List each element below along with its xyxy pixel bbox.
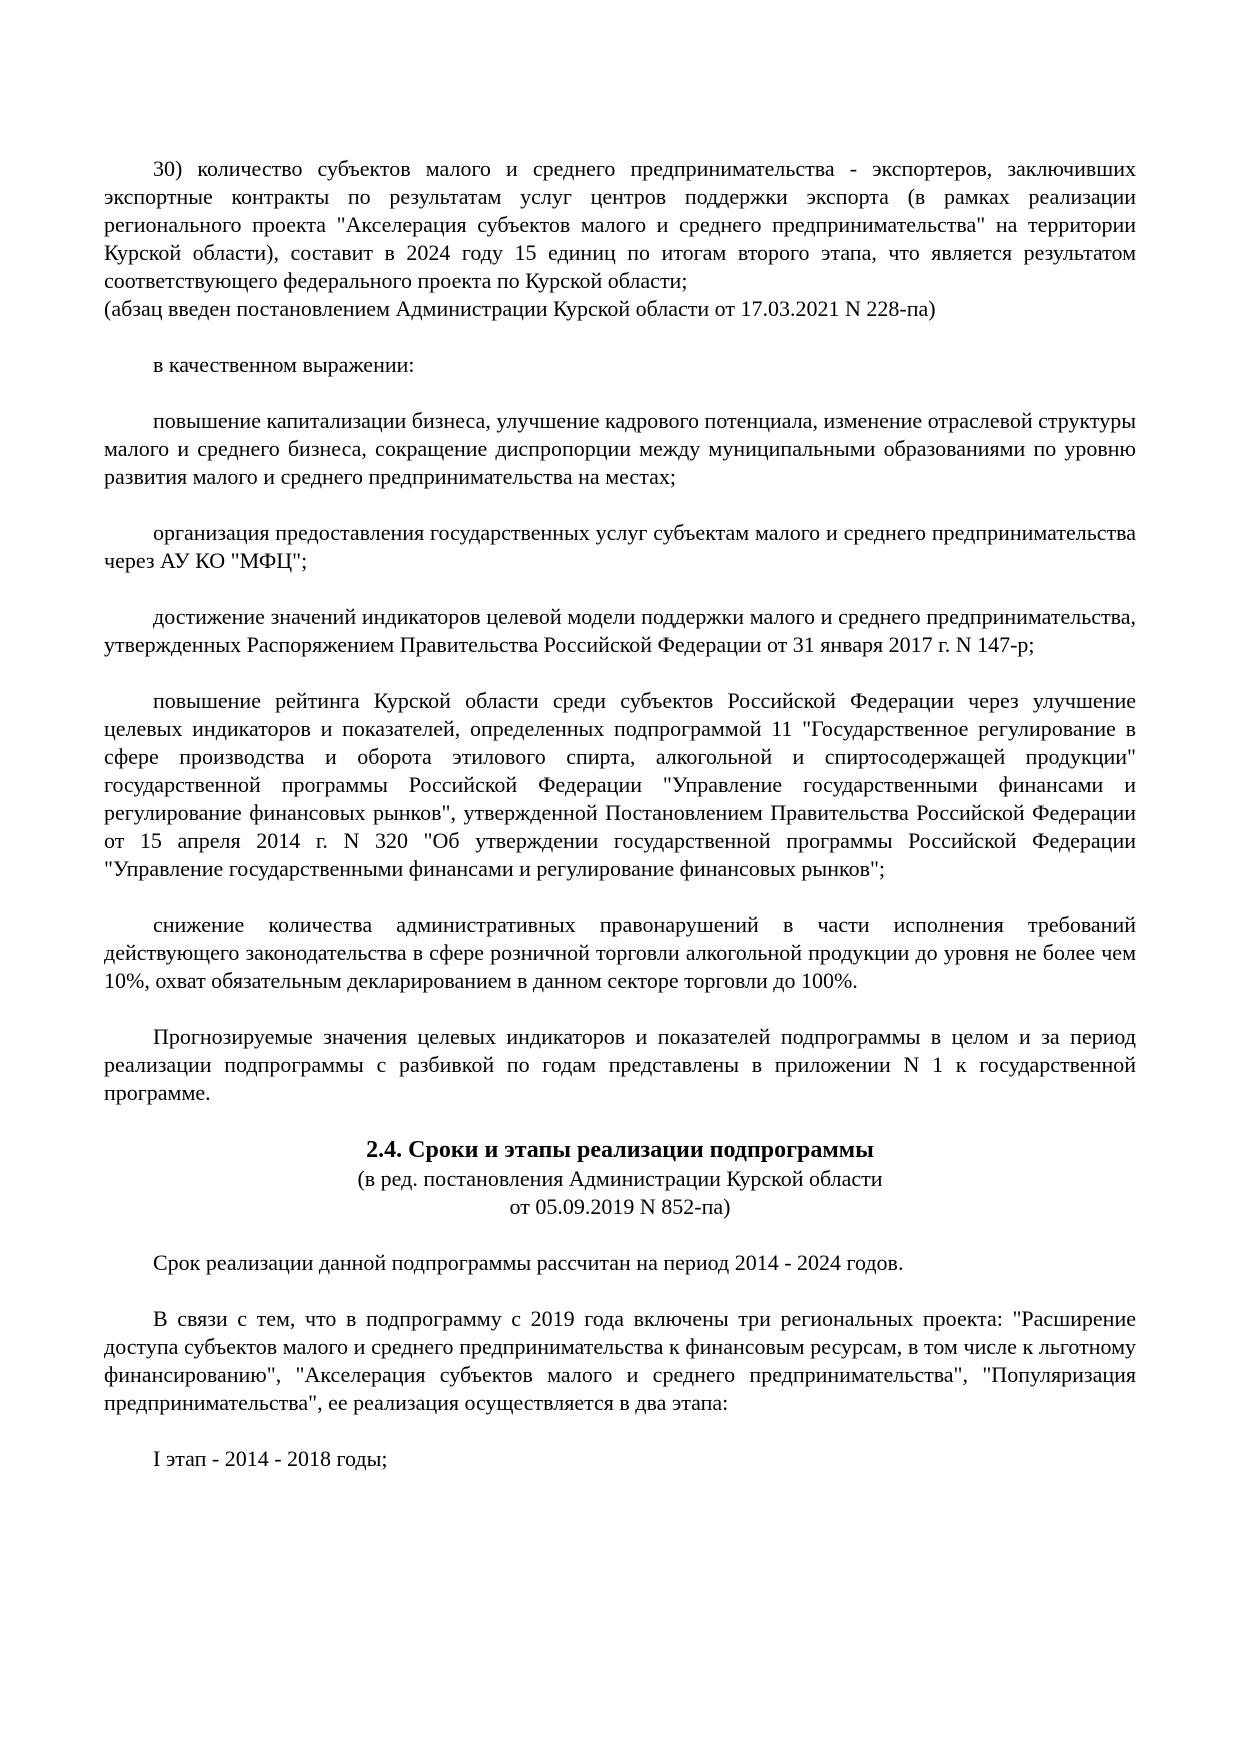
amendment-note: (абзац введен постановлением Администрации Курской области от 17.03.2021 N 228-па) [104, 296, 936, 321]
paragraph: повышение капитализации бизнеса, улучшение кадрового потенциала, изменение отраслевой структуры малого и среднего бизнеса, сокращение диспропорции между муниципальными образованиями по уровню развития малого и среднего предпринимательства на местах; [104, 408, 1136, 489]
amendment-line: (в ред. постановления Администрации Курской области [357, 1166, 883, 1191]
paragraph: повышение рейтинга Курской области среди субъектов Российской Федерации через улучшение целевых индикаторов и показателей, определенных подпрограммой 11 "Государственное регулирование в сфере производства и оборота этилового спирта, алкогольной и спиртосодержащей продукции" государственной программы Российской Федерации "Управление государственными финансами и регулирование финансовых рынков", утвержденной Постановлением Правительства Российской Федерации от 15 апреля 2014 г. N 320 "Об утверждении государственной программы Российской Федерации "Управление государственными финансами и регулирование финансовых рынков"; [104, 688, 1136, 881]
paragraph: в качественном выражении: [153, 352, 415, 377]
paragraph: организация предоставления государственных услуг субъектам малого и среднего предпринимательства через АУ КО "МФЦ"; [104, 520, 1136, 573]
paragraph: В связи с тем, что в подпрограмму с 2019 года включены три региональных проекта: "Расширение доступа субъектов малого и среднего предпринимательства к финансовым ресурсам, в том числе к льготному финансированию", "Акселерация субъектов малого и среднего предпринимательства", "Популяризация предпринимательства", ее реализация осуществляется в два этапа: [104, 1306, 1136, 1415]
document-body [104, 155, 1136, 1473]
paragraph: Срок реализации данной подпрограммы рассчитан на период 2014 - 2024 годов. [153, 1250, 904, 1275]
paragraph: 30) количество субъектов малого и среднего предпринимательства - экспортеров, заключивших экспортные контракты по результатам услуг центров поддержки экспорта (в рамках реализации регионального проекта "Акселерация субъектов малого и среднего предпринимательства" на территории Курской области), составит в 2024 году 15 единиц по итогам второго этапа, что является результатом соответствующего федерального проекта по Курской области; [104, 156, 1136, 293]
paragraph: Прогнозируемые значения целевых индикаторов и показателей подпрограммы в целом и за период реализации подпрограммы с разбивкой по годам представлены в приложении N 1 к государственной программе. [104, 1024, 1136, 1105]
section-heading: 2.4. Сроки и этапы реализации подпрограммы [366, 1137, 874, 1163]
paragraph: I этап - 2014 - 2018 годы; [153, 1446, 388, 1471]
amendment-line: от 05.09.2019 N 852-па) [509, 1194, 731, 1219]
paragraph: снижение количества административных правонарушений в части исполнения требований действующего законодательства в сфере розничной торговли алкогольной продукции до уровня не более чем 10%, охват обязательным декларированием в данном секторе торговли до 100%. [104, 912, 1136, 993]
paragraph: достижение значений индикаторов целевой модели поддержки малого и среднего предпринимательства, утвержденных Распоряжением Правительства Российской Федерации от 31 января 2017 г. N 147-р; [104, 604, 1136, 657]
